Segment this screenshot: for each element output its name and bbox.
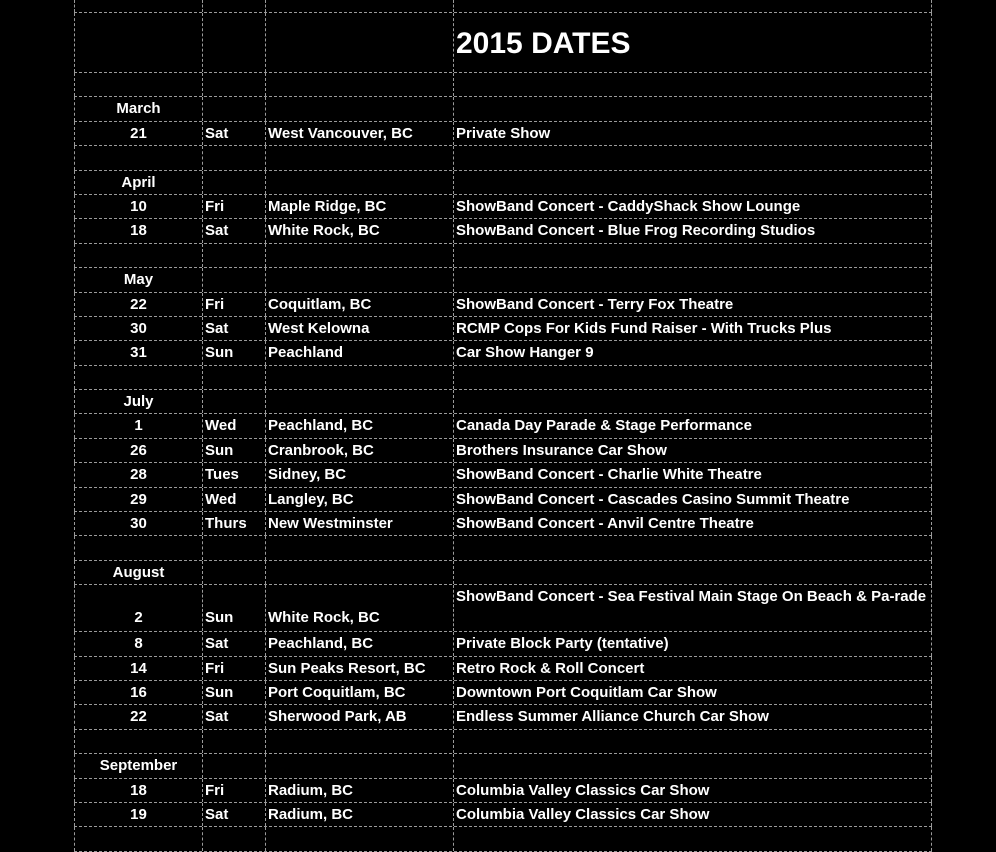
- event-description: Car Show Hanger 9: [453, 341, 932, 364]
- event-description: Endless Summer Alliance Church Car Show: [453, 705, 932, 728]
- event-row: [74, 219, 932, 243]
- spacer-row: [74, 730, 932, 754]
- event-weekday: Fri: [202, 293, 265, 316]
- spacer-row: [74, 146, 932, 170]
- event-weekday: Sun: [202, 585, 265, 631]
- event-row: [74, 632, 932, 656]
- event-description: ShowBand Concert - Terry Fox Theatre: [453, 293, 932, 316]
- event-location: Radium, BC: [265, 803, 453, 826]
- event-row: [74, 657, 932, 681]
- event-row: [74, 585, 932, 632]
- event-row: [74, 414, 932, 438]
- event-weekday: Sat: [202, 803, 265, 826]
- event-row: [74, 705, 932, 729]
- event-location: Sidney, BC: [265, 463, 453, 486]
- page-title: 2015 DATES: [453, 13, 932, 72]
- event-description: Columbia Valley Classics Car Show: [453, 779, 932, 802]
- event-description: Columbia Valley Classics Car Show: [453, 803, 932, 826]
- event-day: 16: [74, 681, 202, 704]
- event-row: [74, 463, 932, 487]
- event-day: 26: [74, 439, 202, 462]
- event-location: New Westminster: [265, 512, 453, 535]
- event-weekday: Wed: [202, 488, 265, 511]
- month-header-row: [74, 561, 932, 585]
- event-weekday: Sat: [202, 219, 265, 242]
- event-location: Port Coquitlam, BC: [265, 681, 453, 704]
- event-location: Peachland, BC: [265, 414, 453, 437]
- event-row: [74, 317, 932, 341]
- event-description: ShowBand Concert - CaddyShack Show Lounge: [453, 195, 932, 218]
- event-day: 31: [74, 341, 202, 364]
- spacer-row: [74, 536, 932, 560]
- event-weekday: Tues: [202, 463, 265, 486]
- spacer-row: [74, 366, 932, 390]
- event-location: Maple Ridge, BC: [265, 195, 453, 218]
- month-label: July: [74, 390, 202, 413]
- event-weekday: Sun: [202, 341, 265, 364]
- event-description: ShowBand Concert - Charlie White Theatre: [453, 463, 932, 486]
- event-weekday: Sat: [202, 632, 265, 655]
- event-weekday: Fri: [202, 657, 265, 680]
- event-day: 18: [74, 219, 202, 242]
- event-weekday: Fri: [202, 195, 265, 218]
- event-day: 22: [74, 293, 202, 316]
- event-location: Peachland, BC: [265, 632, 453, 655]
- event-weekday: Fri: [202, 779, 265, 802]
- event-day: 2: [74, 585, 202, 631]
- event-day: 14: [74, 657, 202, 680]
- event-location: Sun Peaks Resort, BC: [265, 657, 453, 680]
- event-description: Retro Rock & Roll Concert: [453, 657, 932, 680]
- event-weekday: Sun: [202, 681, 265, 704]
- event-description: ShowBand Concert - Cascades Casino Summit Theatre: [453, 488, 932, 511]
- event-day: 30: [74, 512, 202, 535]
- event-weekday: Thurs: [202, 512, 265, 535]
- month-header-row: [74, 268, 932, 292]
- event-weekday: Sat: [202, 705, 265, 728]
- event-row: [74, 195, 932, 219]
- month-header-row: [74, 754, 932, 778]
- event-location: Radium, BC: [265, 779, 453, 802]
- event-day: 18: [74, 779, 202, 802]
- event-description: Canada Day Parade & Stage Performance: [453, 414, 932, 437]
- event-location: Sherwood Park, AB: [265, 705, 453, 728]
- event-day: 30: [74, 317, 202, 340]
- event-weekday: Sat: [202, 317, 265, 340]
- event-row: [74, 439, 932, 463]
- month-header-row: [74, 390, 932, 414]
- spacer-row: [74, 73, 932, 97]
- event-row: [74, 341, 932, 365]
- event-location: Langley, BC: [265, 488, 453, 511]
- event-day: 22: [74, 705, 202, 728]
- event-description: ShowBand Concert - Blue Frog Recording Studios: [453, 219, 932, 242]
- event-row: [74, 803, 932, 827]
- spacer-row: [74, 244, 932, 268]
- event-location: Coquitlam, BC: [265, 293, 453, 316]
- event-location: West Vancouver, BC: [265, 122, 453, 145]
- month-label: May: [74, 268, 202, 291]
- event-location: Peachland: [265, 341, 453, 364]
- event-location: West Kelowna: [265, 317, 453, 340]
- event-description: Private Show: [453, 122, 932, 145]
- event-day: 1: [74, 414, 202, 437]
- event-weekday: Sun: [202, 439, 265, 462]
- schedule-rows: [74, 97, 932, 851]
- event-row: [74, 293, 932, 317]
- spreadsheet-grid: [74, 0, 932, 852]
- event-day: 21: [74, 122, 202, 145]
- event-location: Cranbrook, BC: [265, 439, 453, 462]
- spacer-row: [74, 827, 932, 851]
- event-row: [74, 779, 932, 803]
- month-header-row: [74, 97, 932, 121]
- event-weekday: Wed: [202, 414, 265, 437]
- event-location: White Rock, BC: [265, 585, 453, 631]
- event-day: 19: [74, 803, 202, 826]
- event-day: 8: [74, 632, 202, 655]
- event-description: ShowBand Concert - Sea Festival Main Stage On Beach & Pa-rade: [453, 585, 932, 631]
- event-day: 28: [74, 463, 202, 486]
- event-description: Downtown Port Coquitlam Car Show: [453, 681, 932, 704]
- month-header-row: [74, 171, 932, 195]
- event-row: [74, 681, 932, 705]
- spacer-row: [74, 0, 932, 13]
- event-weekday: Sat: [202, 122, 265, 145]
- month-label: September: [74, 754, 202, 777]
- event-row: [74, 512, 932, 536]
- event-description: ShowBand Concert - Anvil Centre Theatre: [453, 512, 932, 535]
- event-day: 29: [74, 488, 202, 511]
- event-description: RCMP Cops For Kids Fund Raiser - With Trucks Plus: [453, 317, 932, 340]
- month-label: April: [74, 171, 202, 194]
- event-day: 10: [74, 195, 202, 218]
- event-location: White Rock, BC: [265, 219, 453, 242]
- month-label: August: [74, 561, 202, 584]
- event-description: Private Block Party (tentative): [453, 632, 932, 655]
- event-row: [74, 488, 932, 512]
- event-description: Brothers Insurance Car Show: [453, 439, 932, 462]
- title-row: [74, 13, 932, 73]
- month-label: March: [74, 97, 202, 120]
- event-row: [74, 122, 932, 146]
